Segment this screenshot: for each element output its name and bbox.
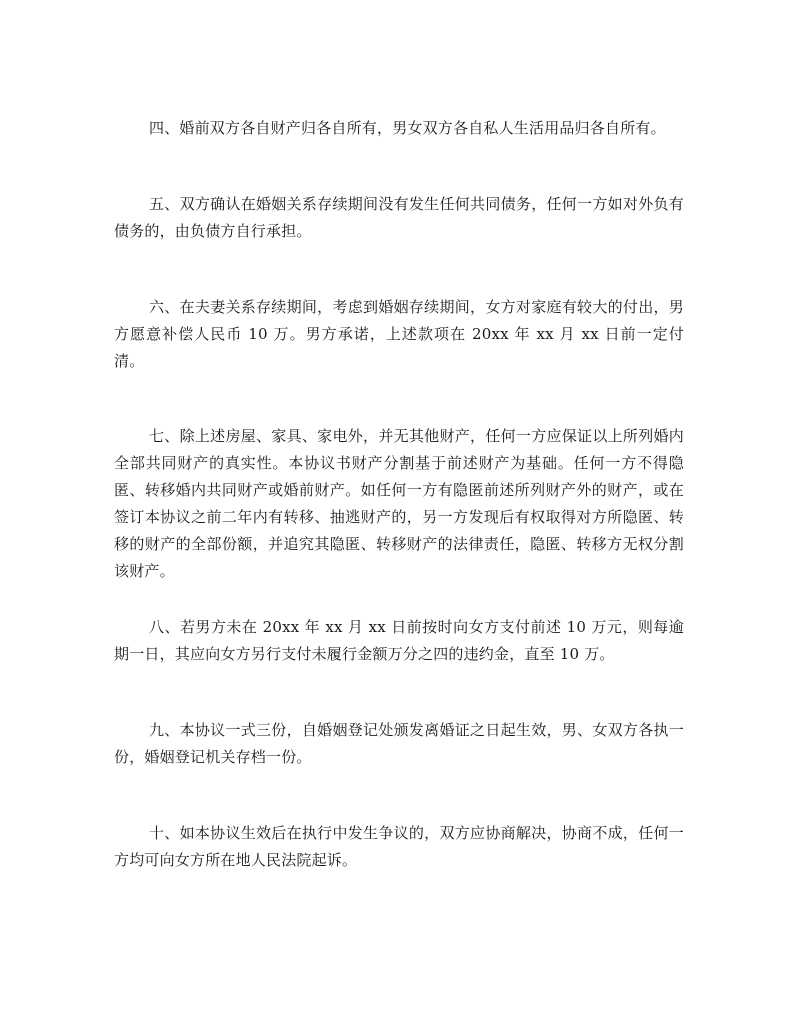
clause-6-paragraph: 六、在夫妻关系存续期间，考虑到婚姻存续期间，女方对家庭有较大的付出，男方愿意补偿人民币 10 万。男方承诺，上述款项在 20xx 年 xx 月 xx 日前一定付清。 [114, 298, 684, 370]
clause-7-paragraph: 七、除上述房屋、家具、家电外，并无其他财产，任何一方应保证以上所列婚内全部共同财产的真实性。本协议书财产分割基于前述财产为基础。任何一方不得隐匿、转移婚内共同财产或婚前财产。如任何一方有隐匿前述所列财产外的财产，或在签订本协议之前二年内有转移、抽逃财产的，另一方发现后有权取得对方所隐匿、转移的财产的全部份额，并追究其隐匿、转移财产的法律责任，隐匿、转移方无权分割该财产。 [114, 427, 684, 580]
clause-5-paragraph: 五、双方确认在婚姻关系存续期间没有发生任何共同债务，任何一方如对外负有债务的，由负债方自行承担。 [114, 195, 684, 240]
clause-8-paragraph: 八、若男方未在 20xx 年 xx 月 xx 日前按时向女方支付前述 10 万元，则每逾期一日，其应向女方另行支付未履行金额万分之四的违约金，直至 10 万。 [114, 618, 684, 663]
clause-10-paragraph: 十、如本协议生效后在执行中发生争议的，双方应协商解决，协商不成，任何一方均可向女方所在地人民法院起诉。 [114, 824, 684, 869]
clause-4-paragraph: 四、婚前双方各自财产归各自所有，男女双方各自私人生活用品归各自所有。 [149, 119, 666, 137]
clause-9-paragraph: 九、本协议一式三份，自婚姻登记处颁发离婚证之日起生效，男、女双方各执一份，婚姻登记机关存档一份。 [114, 721, 684, 766]
